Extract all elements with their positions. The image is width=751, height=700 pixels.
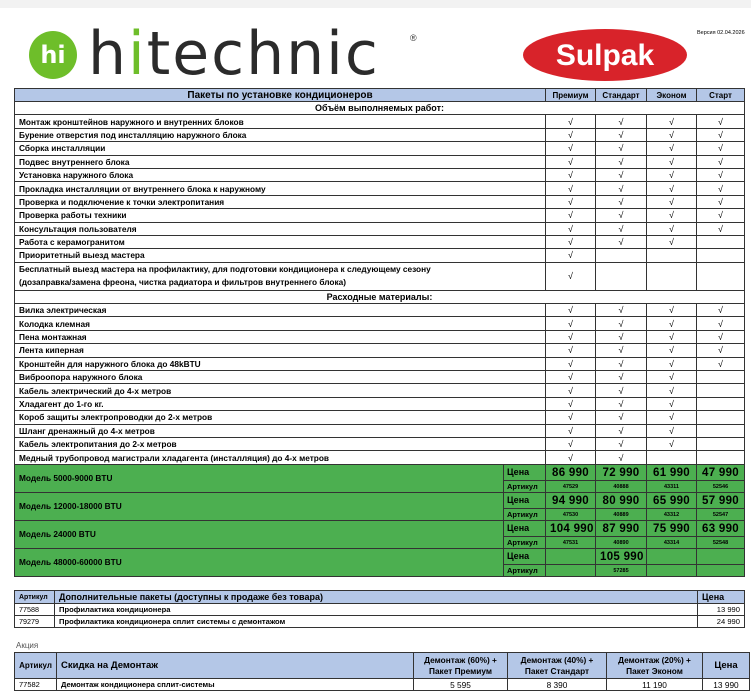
model-article-premium: [546, 565, 596, 576]
material-mark-standard: √: [596, 437, 647, 450]
material-mark-start: [697, 371, 745, 384]
work-mark-econom: [647, 249, 697, 262]
additional-packages-table: [14, 590, 745, 628]
work-label: Работа с керамогранитом: [15, 235, 546, 248]
table-row: [15, 397, 745, 410]
material-mark-premium: √: [546, 357, 596, 370]
model-article-econom: 43312: [647, 509, 697, 520]
table-row: [15, 384, 745, 397]
model-price-start: [697, 548, 745, 565]
model-price-premium: 86 990: [546, 464, 596, 481]
model-price-econom: 61 990: [647, 464, 697, 481]
work-mark-standard: √: [596, 128, 647, 141]
model-cell: [15, 520, 546, 548]
free-visit-mark-econom: [647, 262, 697, 290]
free-visit-label: Бесплатный выезд мастера на профилактику, для подготовки кондиционера к следующему сезону (дозаправка/замена фреона, чистка радиатора и фильтров внутреннего блока): [15, 262, 546, 290]
work-label: Проверка работы техники: [15, 209, 546, 222]
model-article-premium: 47530: [546, 509, 596, 520]
material-mark-econom: √: [647, 371, 697, 384]
table-row: [15, 182, 745, 195]
model-article-econom: [647, 565, 697, 576]
material-mark-start: [697, 424, 745, 437]
material-mark-standard: √: [596, 451, 647, 464]
material-mark-econom: √: [647, 317, 697, 330]
top-strip: [0, 0, 751, 8]
table-row: [15, 616, 745, 628]
material-label: Медный трубопровод магистрали хладагента (инсталляция) до 4-х метров: [15, 451, 546, 464]
promo-table: [14, 652, 750, 691]
table-row: [15, 168, 745, 181]
price-label: Цена: [504, 465, 545, 481]
material-mark-standard: √: [596, 330, 647, 343]
material-mark-econom: √: [647, 437, 697, 450]
model-price-econom: 65 990: [647, 492, 697, 509]
work-mark-premium: √: [546, 249, 596, 262]
material-mark-econom: √: [647, 384, 697, 397]
work-label: Консультация пользователя: [15, 222, 546, 235]
material-mark-start: [697, 437, 745, 450]
model-name: Модель 24000 BTU: [19, 529, 96, 540]
model-price-standard: 87 990: [596, 520, 647, 537]
work-mark-econom: √: [647, 235, 697, 248]
work-mark-premium: √: [546, 195, 596, 208]
col-premium: Премиум: [546, 89, 596, 102]
section-works-row: [15, 102, 745, 115]
work-mark-standard: √: [596, 142, 647, 155]
material-label: Кабель электрический до 4-х метров: [15, 384, 546, 397]
material-mark-standard: √: [596, 424, 647, 437]
additional-col-price: Цена: [698, 591, 745, 604]
additional-title: Дополнительные пакеты (доступны к продаже без товара): [55, 591, 698, 604]
table-row: [15, 142, 745, 155]
work-mark-start: √: [697, 222, 745, 235]
col-standard: Стандарт: [596, 89, 647, 102]
work-mark-standard: √: [596, 182, 647, 195]
model-article-econom: 43311: [647, 481, 697, 492]
material-mark-premium: √: [546, 371, 596, 384]
model-price-standard: 72 990: [596, 464, 647, 481]
model-price-standard: 80 990: [596, 492, 647, 509]
section-materials-row: [15, 290, 745, 303]
promo-title: Скидка на Демонтаж: [57, 653, 414, 679]
model-article-standard: 40890: [596, 537, 647, 548]
promo-name: Демонтаж кондиционера сплит-системы: [57, 679, 414, 691]
material-label: Пена монтажная: [15, 330, 546, 343]
model-price-econom: [647, 548, 697, 565]
work-mark-start: √: [697, 115, 745, 128]
model-article-start: 52546: [697, 481, 745, 492]
material-mark-premium: √: [546, 397, 596, 410]
article-label: Артикул: [507, 509, 538, 519]
work-mark-econom: √: [647, 195, 697, 208]
table-row: [15, 249, 745, 262]
additional-price: 13 990: [698, 604, 745, 616]
material-mark-start: √: [697, 330, 745, 343]
material-label: Хладагент до 1-го кг.: [15, 397, 546, 410]
work-mark-start: √: [697, 155, 745, 168]
material-mark-premium: √: [546, 330, 596, 343]
work-mark-premium: √: [546, 168, 596, 181]
material-mark-standard: √: [596, 344, 647, 357]
price-label: Цена: [504, 549, 545, 565]
additional-name: Профилактика кондиционера: [55, 604, 698, 616]
work-mark-econom: √: [647, 168, 697, 181]
material-mark-start: [697, 397, 745, 410]
model-price-start: 47 990: [697, 464, 745, 481]
model-article-premium: 47531: [546, 537, 596, 548]
table-row: [15, 304, 745, 317]
work-mark-econom: √: [647, 209, 697, 222]
promo-col-article: Артикул: [15, 653, 57, 679]
material-mark-econom: √: [647, 357, 697, 370]
material-mark-standard: √: [596, 317, 647, 330]
additional-col-article: Артикул: [15, 591, 55, 604]
work-mark-start: √: [697, 195, 745, 208]
work-mark-standard: [596, 249, 647, 262]
material-mark-start: √: [697, 344, 745, 357]
material-mark-premium: √: [546, 317, 596, 330]
material-label: Кронштейн для наружного блока до 48kBTU: [15, 357, 546, 370]
work-label: Сборка инсталляции: [15, 142, 546, 155]
material-mark-econom: √: [647, 304, 697, 317]
table-row: [15, 235, 745, 248]
table-row: [15, 679, 750, 691]
material-mark-standard: √: [596, 357, 647, 370]
material-mark-premium: √: [546, 437, 596, 450]
work-mark-premium: √: [546, 142, 596, 155]
model-article-standard: 40889: [596, 509, 647, 520]
work-mark-start: √: [697, 128, 745, 141]
promo-col-premium: Демонтаж (60%) + Пакет Премиум: [414, 653, 508, 679]
material-mark-start: [697, 411, 745, 424]
material-mark-econom: √: [647, 344, 697, 357]
col-econom: Эконом: [647, 89, 697, 102]
packages-header-row: [15, 89, 745, 102]
material-label: Виброопора наружного блока: [15, 371, 546, 384]
material-mark-start: √: [697, 304, 745, 317]
table-row: [15, 357, 745, 370]
svg-text:hi: hi: [40, 41, 66, 69]
work-mark-start: √: [697, 209, 745, 222]
article-label: Артикул: [507, 565, 538, 575]
work-mark-premium: √: [546, 128, 596, 141]
promo-label: Акция: [16, 641, 39, 650]
model-name: Модель 5000-9000 BTU: [19, 473, 113, 484]
additional-name: Профилактика кондиционера сплит системы с демонтажом: [55, 616, 698, 628]
material-label: Шланг дренажный до 4-х метров: [15, 424, 546, 437]
material-mark-premium: √: [546, 384, 596, 397]
free-visit-mark-standard: [596, 262, 647, 290]
packages-title: Пакеты по установке кондиционеров: [15, 89, 546, 102]
table-row: [15, 115, 745, 128]
additional-article: 77588: [15, 604, 55, 616]
model-article-standard: 40888: [596, 481, 647, 492]
table-row: [15, 222, 745, 235]
work-mark-premium: √: [546, 235, 596, 248]
model-article-standard: 57285: [596, 565, 647, 576]
work-label: Прокладка инсталляции от внутреннего блока к наружному: [15, 182, 546, 195]
model-price-row: [15, 520, 745, 537]
section-works-title: Объём выполняемых работ:: [15, 102, 745, 115]
model-cell: [15, 464, 546, 492]
material-mark-premium: √: [546, 411, 596, 424]
brand-wordmark: hitechnic: [88, 19, 380, 89]
work-mark-standard: √: [596, 209, 647, 222]
table-row: [15, 604, 745, 616]
work-mark-premium: √: [546, 209, 596, 222]
work-mark-standard: √: [596, 195, 647, 208]
promo-col-standard: Демонтаж (40%) + Пакет Стандарт: [508, 653, 607, 679]
model-article-econom: 43314: [647, 537, 697, 548]
model-article-start: 52548: [697, 537, 745, 548]
material-mark-start: √: [697, 357, 745, 370]
article-label: Артикул: [507, 481, 538, 491]
svg-text:Sulpak: Sulpak: [555, 39, 655, 72]
price-label: Цена: [504, 493, 545, 509]
col-start: Старт: [697, 89, 745, 102]
material-mark-premium: √: [546, 344, 596, 357]
work-mark-premium: √: [546, 222, 596, 235]
work-mark-standard: √: [596, 155, 647, 168]
table-row: [15, 424, 745, 437]
sulpak-logo-icon: [522, 28, 688, 82]
material-mark-econom: √: [647, 424, 697, 437]
work-label: Установка наружного блока: [15, 168, 546, 181]
work-label: Проверка и подключение к точки электропитания: [15, 195, 546, 208]
table-row: [15, 437, 745, 450]
work-label: Монтаж кронштейнов наружного и внутренних блоков: [15, 115, 546, 128]
table-row: [15, 195, 745, 208]
model-article-start: [697, 565, 745, 576]
model-price-row: [15, 548, 745, 565]
work-mark-econom: √: [647, 142, 697, 155]
model-article-premium: 47529: [546, 481, 596, 492]
work-mark-standard: √: [596, 222, 647, 235]
promo-value-standard: 8 390: [508, 679, 607, 691]
section-materials-title: Расходные материалы:: [15, 290, 745, 303]
model-price-row: [15, 464, 745, 481]
promo-col-econom: Демонтаж (20%) + Пакет Эконом: [607, 653, 703, 679]
material-mark-econom: √: [647, 411, 697, 424]
promo-col-price: Цена: [703, 653, 750, 679]
material-mark-premium: √: [546, 451, 596, 464]
additional-price: 24 990: [698, 616, 745, 628]
material-mark-econom: [647, 451, 697, 464]
free-visit-mark-start: [697, 262, 745, 290]
material-mark-econom: √: [647, 397, 697, 410]
work-mark-standard: √: [596, 115, 647, 128]
work-label: Бурение отверстия под инсталляцию наружного блока: [15, 128, 546, 141]
material-mark-standard: √: [596, 304, 647, 317]
work-label: Приоритетный выезд мастера: [15, 249, 546, 262]
promo-header-row: [15, 653, 750, 679]
work-mark-econom: √: [647, 155, 697, 168]
work-mark-start: √: [697, 142, 745, 155]
model-price-start: 57 990: [697, 492, 745, 509]
model-cell: [15, 548, 546, 576]
model-price-premium: 104 990: [546, 520, 596, 537]
table-row: [15, 371, 745, 384]
version-label: Версия 02.04.2026: [697, 30, 745, 36]
work-mark-econom: √: [647, 115, 697, 128]
work-mark-start: [697, 249, 745, 262]
model-price-row: [15, 492, 745, 509]
material-mark-standard: √: [596, 397, 647, 410]
table-row: [15, 411, 745, 424]
table-row: [15, 209, 745, 222]
material-label: Кабель электропитания до 2-х метров: [15, 437, 546, 450]
hi-logo-icon: [28, 30, 78, 80]
material-label: Колодка клемная: [15, 317, 546, 330]
work-mark-premium: √: [546, 155, 596, 168]
table-row: [15, 128, 745, 141]
packages-table: [14, 88, 745, 577]
model-article-start: 52547: [697, 509, 745, 520]
table-row: [15, 155, 745, 168]
material-mark-start: √: [697, 317, 745, 330]
table-row: [15, 330, 745, 343]
material-mark-standard: √: [596, 411, 647, 424]
model-price-econom: 75 990: [647, 520, 697, 537]
model-name: Модель 48000-60000 BTU: [19, 557, 122, 568]
material-label: Вилка электрическая: [15, 304, 546, 317]
material-mark-premium: √: [546, 424, 596, 437]
table-row: [15, 344, 745, 357]
work-mark-start: [697, 235, 745, 248]
table-row: [15, 451, 745, 464]
model-price-standard: 105 990: [596, 548, 647, 565]
material-mark-standard: √: [596, 384, 647, 397]
model-price-start: 63 990: [697, 520, 745, 537]
material-mark-standard: √: [596, 371, 647, 384]
free-visit-row: [15, 262, 745, 290]
model-price-premium: [546, 548, 596, 565]
work-mark-standard: √: [596, 168, 647, 181]
additional-header-row: [15, 591, 745, 604]
work-mark-premium: √: [546, 182, 596, 195]
work-mark-econom: √: [647, 128, 697, 141]
promo-article: 77582: [15, 679, 57, 691]
additional-article: 79279: [15, 616, 55, 628]
material-mark-start: [697, 384, 745, 397]
work-mark-econom: √: [647, 222, 697, 235]
work-mark-econom: √: [647, 182, 697, 195]
material-mark-start: [697, 451, 745, 464]
promo-value-econom: 11 190: [607, 679, 703, 691]
model-name: Модель 12000-18000 BTU: [19, 501, 122, 512]
free-visit-mark-premium: √: [546, 262, 596, 290]
promo-price: 13 990: [703, 679, 750, 691]
model-price-premium: 94 990: [546, 492, 596, 509]
registered-mark: ®: [410, 33, 417, 43]
work-mark-start: √: [697, 168, 745, 181]
material-mark-premium: √: [546, 304, 596, 317]
material-mark-econom: √: [647, 330, 697, 343]
work-label: Подвес внутреннего блока: [15, 155, 546, 168]
work-mark-premium: √: [546, 115, 596, 128]
promo-value-premium: 5 595: [414, 679, 508, 691]
material-label: Короб защиты электропроводки до 2-х метров: [15, 411, 546, 424]
price-label: Цена: [504, 521, 545, 537]
material-label: Лента киперная: [15, 344, 546, 357]
model-cell: [15, 492, 546, 520]
article-label: Артикул: [507, 537, 538, 547]
work-mark-start: √: [697, 182, 745, 195]
table-row: [15, 317, 745, 330]
work-mark-standard: √: [596, 235, 647, 248]
